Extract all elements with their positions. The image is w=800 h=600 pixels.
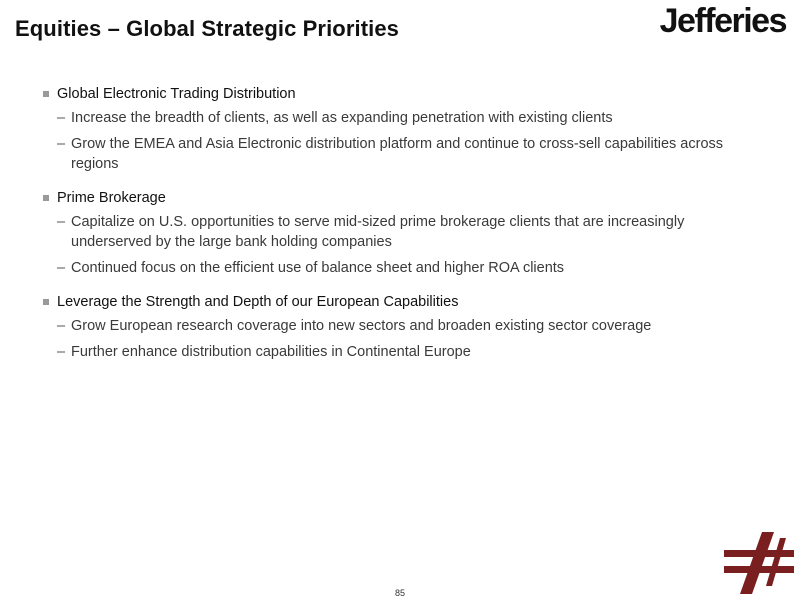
list-item <box>40 316 740 336</box>
section-heading <box>40 292 740 312</box>
section-prime-brokerage <box>40 188 740 278</box>
dash-bullet: – <box>57 110 66 126</box>
list-item-text: Capitalize on U.S. opportunities to serve mid-sized prime brokerage clients that are increasingly underserved by the large bank holding companies <box>71 214 685 250</box>
page-title: Equities – Global Strategic Priorities <box>15 16 400 41</box>
square-bullet-icon <box>43 195 49 201</box>
dash-bullet: – <box>57 344 66 360</box>
dash-bullet: – <box>57 318 66 334</box>
list-item-text: Continued focus on the efficient use of balance sheet and higher ROA clients <box>71 260 565 276</box>
list-item <box>40 134 740 174</box>
dash-bullet: – <box>57 214 66 230</box>
section-heading-text: Global Electronic Trading Distribution <box>57 86 296 102</box>
list-item <box>40 108 740 128</box>
jefferies-logo: Jefferies <box>659 2 786 40</box>
section-heading <box>40 84 740 104</box>
square-bullet-icon <box>43 299 49 305</box>
section-heading <box>40 188 740 208</box>
section-european-capabilities <box>40 292 740 362</box>
priorities-list <box>40 84 740 376</box>
dash-bullet: – <box>57 136 66 152</box>
dash-bullet: – <box>57 260 66 276</box>
list-item <box>40 258 740 278</box>
list-item-text: Increase the breadth of clients, as well as expanding penetration with existing clients <box>71 110 613 126</box>
list-item-text: Further enhance distribution capabilities in Continental Europe <box>71 344 471 360</box>
square-bullet-icon <box>43 91 49 97</box>
section-heading-text: Leverage the Strength and Depth of our European Capabilities <box>57 294 459 310</box>
list-item-text: Grow the EMEA and Asia Electronic distribution platform and continue to cross-sell capabilities across regions <box>71 136 724 172</box>
page-number: 85 <box>394 588 405 598</box>
jefferies-hash-mark-icon <box>722 530 796 596</box>
section-heading-text: Prime Brokerage <box>57 190 166 206</box>
list-item <box>40 342 740 362</box>
list-item-text: Grow European research coverage into new sectors and broaden existing sector coverage <box>71 318 652 334</box>
list-item <box>40 212 740 252</box>
section-electronic-trading <box>40 84 740 174</box>
